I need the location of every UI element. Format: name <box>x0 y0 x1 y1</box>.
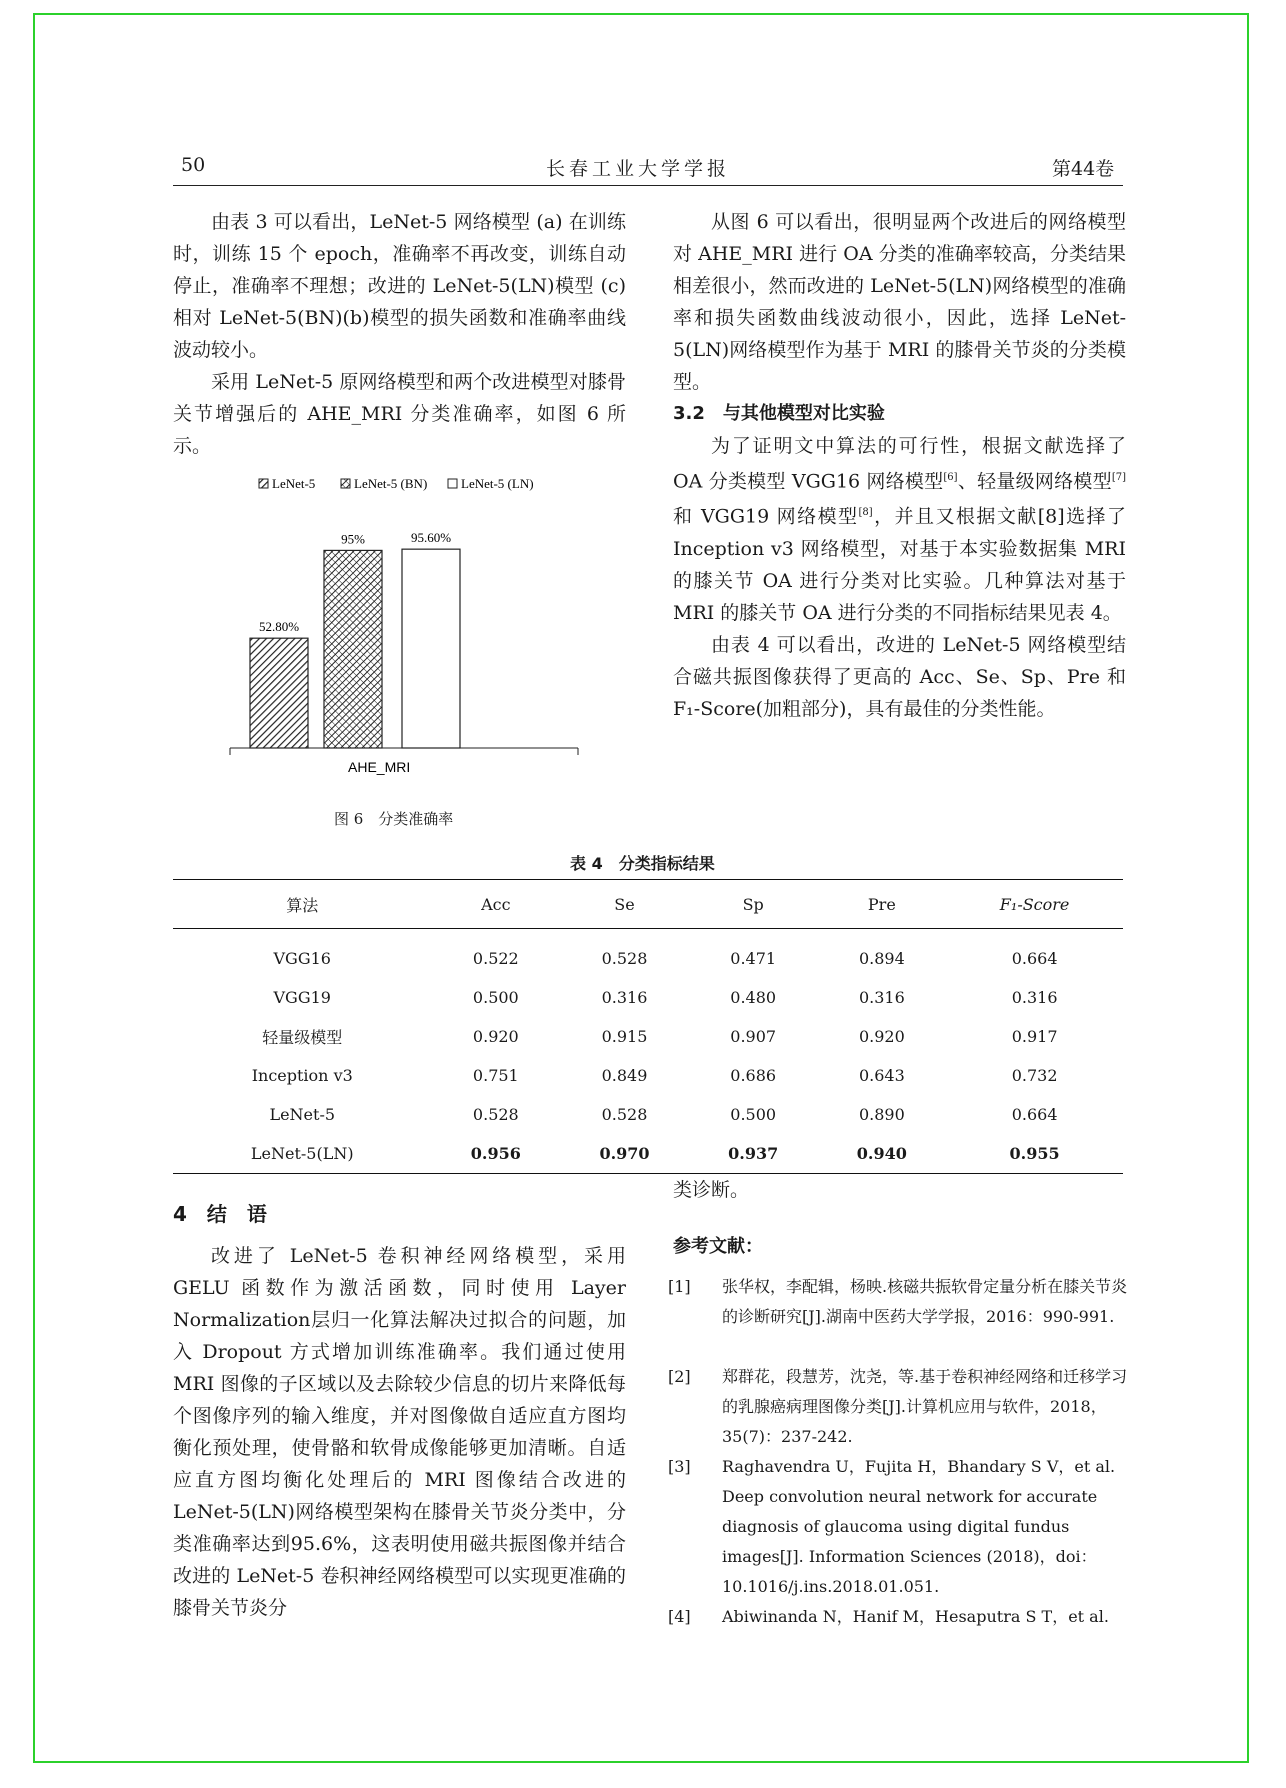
paragraph: 由表 4 可以看出，改进的 LeNet-5 网络模型结合磁共振图像获得了更高的 Acc、Se、Sp、Pre 和 F₁-Score(加粗部分)，具有最佳的分类性能。 <box>673 633 1126 720</box>
table-header: 算法 <box>173 880 432 929</box>
legend-label-lenet5: LeNet-5 <box>272 476 316 491</box>
legend-label-bn: LeNet-5 (BN) <box>354 476 428 491</box>
right-column-top <box>673 206 1126 725</box>
left-column-top <box>173 206 626 462</box>
legend-swatch-bn <box>341 479 350 488</box>
volume-label: 第44卷 <box>1052 158 1115 180</box>
data-label: 95.60% <box>410 530 452 546</box>
journal-title: 长春工业大学学报 <box>546 158 731 180</box>
paragraph: 由表 3 可以看出，LeNet-5 网络模型 (a) 在训练时，训练 15 个 epoch，准确率不再改变，训练自动停止，准确率不理想；改进的 LeNet-5(LN)模型 (c) 相对 LeNet-5(BN)(b)模型的损失函数和准确率曲线波动较小。 <box>173 211 626 361</box>
table-header: F₁-Score <box>946 880 1123 929</box>
section-heading: 3.2 与其他模型对比实验 <box>673 403 885 424</box>
legend-swatch-lenet5 <box>259 479 268 488</box>
x-axis-label: AHE_MRI <box>348 759 411 775</box>
table-row: VGG16 0.522 0.528 0.471 0.894 0.664 <box>273 949 1058 968</box>
table-header: Acc <box>432 880 561 929</box>
figure-caption: 图 6 分类准确率 <box>334 810 454 828</box>
table-header: Pre <box>818 880 947 929</box>
data-label: 95% <box>341 531 365 547</box>
bar-chart <box>222 470 602 790</box>
conclusion-continuation: 类诊断。 <box>673 1179 750 1201</box>
legend-label-ln: LeNet-5 (LN) <box>461 476 534 491</box>
reference-item: [3] Raghavendra U，Fujita H，Bhandary S V，et al. Deep convolution neural network for accurate diagnosis of glaucoma using digital fundus images[J]. Information Sciences (2018)，doi：10.1016/j.ins.2018.01.051. <box>668 1457 1116 1596</box>
results-table <box>173 879 1123 1174</box>
table-title: 表 4 分类指标结果 <box>570 854 715 873</box>
reference-item: [2] 郑群花，段慧芳，沈尧，等.基于卷积神经网络和迁移学习的乳腺癌病理图像分类[J].计算机应用与软件，2018，35(7)：237-242. <box>668 1367 1128 1446</box>
chart-legend <box>259 476 534 491</box>
references-title: 参考文献： <box>673 1236 763 1257</box>
paragraph: 为了证明文中算法的可行性，根据文献选择了 OA 分类模型 VGG16 网络模型[6]、轻量级网络模型[7]和 VGG19 网络模型[8]，并且又根据文献[8]选择了 Inception v3 网络模型，对基于本实验数据集 MRI 的膝关节 OA 进行分类对比实验。几种算法对基于 MRI 的膝关节 OA 进行分类的不同指标结果见表 4。 <box>673 435 1126 624</box>
table-row: Inception v3 0.751 0.849 0.686 0.643 0.732 <box>251 1066 1058 1085</box>
table-header: Sp <box>689 880 818 929</box>
legend-swatch-ln <box>448 479 457 488</box>
reference-item: [4] Abiwinanda N，Hanif M，Hesaputra S T，et al. <box>668 1607 1109 1626</box>
table-header: Se <box>560 880 689 929</box>
paragraph: 从图 6 可以看出，很明显两个改进后的网络模型对 AHE_MRI 进行 OA 分类的准确率较高，分类结果相差很小，然而改进的 LeNet-5(LN)网络模型的准确率和损失函数曲线波动很小，因此，选择 LeNet-5(LN)网络模型作为基于 MRI 的膝骨关节炎的分类模型。 <box>673 211 1126 393</box>
page-number: 50 <box>181 154 206 176</box>
reference-item: [1] 张华权，李配辑，杨映.核磁共振软骨定量分析在膝关节炎的诊断研究[J].湖南中医药大学学报，2016：990-991. <box>668 1277 1128 1326</box>
conclusion-text <box>173 1240 626 1624</box>
paragraph: 改进了 LeNet-5 卷积神经网络模型，采用 GELU 函数作为激活函数，同时使用 Layer Normalization层归一化算法解决过拟合的问题，加入 Dropout 方式增加训练准确率。我们通过使用 MRI 图像的子区域以及去除较少信息的切片来降低每个图像序列的输入维度，并对图像做自适应直方图均衡化预处理，使骨骼和软骨成像能够更加清晰。自适应直方图均衡化处理后的 MRI 图像结合改进的 LeNet-5(LN)网络模型架构在膝骨关节炎分类中，分类准确率达到95.6%，这表明使用磁共振图像并结合改进的 LeNet-5 卷积神经网络模型可以实现更准确的膝骨关节炎分 <box>173 1245 626 1619</box>
table-row: VGG19 0.500 0.316 0.480 0.316 0.316 <box>273 988 1058 1007</box>
table-row: LeNet-5(LN) 0.956 0.970 0.937 0.940 0.955 <box>173 1134 1123 1174</box>
header-rule <box>173 185 1123 186</box>
bar-lenet5 <box>250 638 308 748</box>
table-row: 轻量级模型 0.920 0.915 0.907 0.920 0.917 <box>262 1027 1058 1047</box>
bar-lenet5-ln <box>402 549 460 748</box>
data-label: 52.80% <box>258 619 300 635</box>
section-heading: 4 结 语 <box>173 1202 267 1226</box>
paragraph: 采用 LeNet-5 原网络模型和两个改进模型对膝骨关节增强后的 AHE_MRI 分类准确率，如图 6 所示。 <box>173 371 626 457</box>
bar-lenet5-bn <box>324 550 382 748</box>
table-row: LeNet-5 0.528 0.528 0.500 0.890 0.664 <box>269 1105 1058 1124</box>
